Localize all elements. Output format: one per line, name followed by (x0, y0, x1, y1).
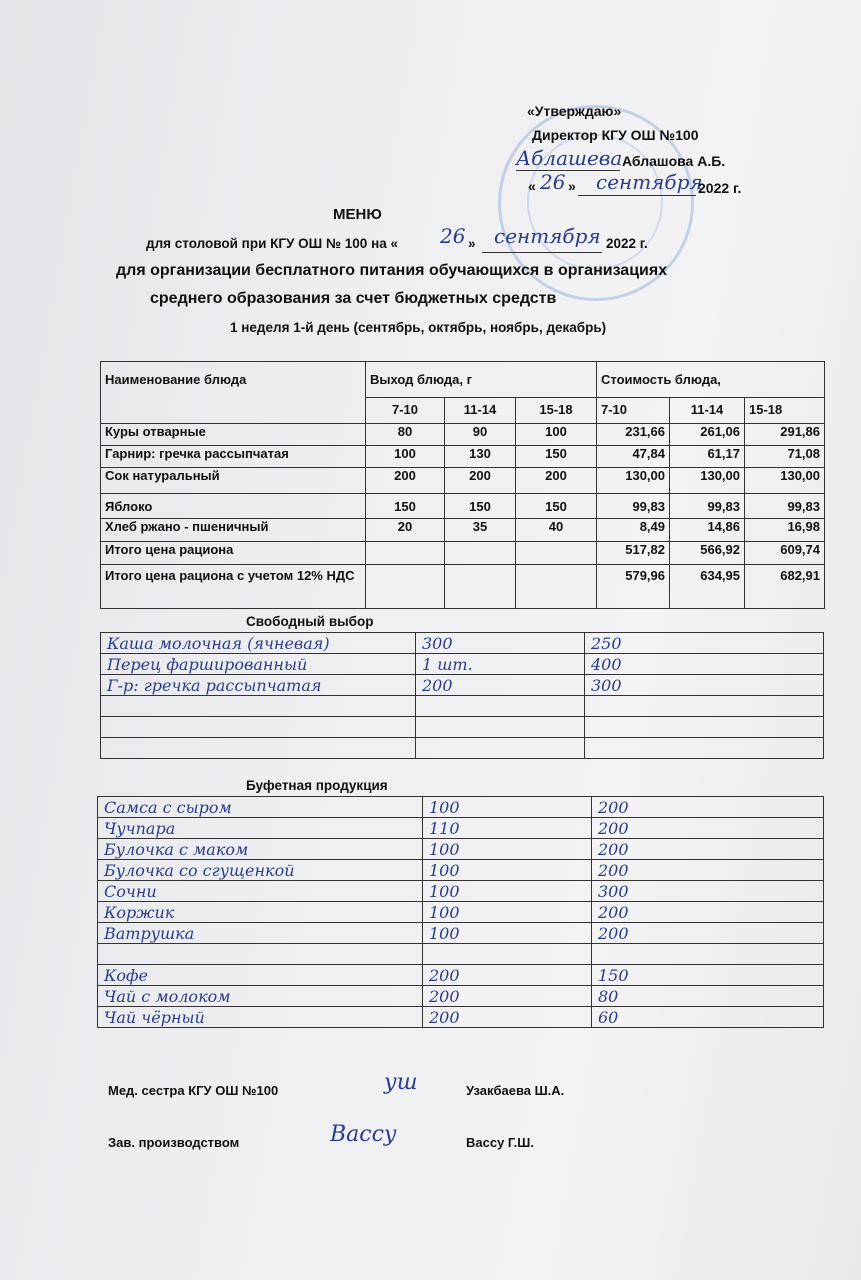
item-output: 100 (423, 797, 592, 818)
total-value: 517,82 (597, 542, 670, 565)
title-line1-day: 26 (440, 224, 466, 248)
table-header-row (101, 362, 825, 398)
item-output: 100 (423, 923, 592, 944)
production-head-signature: Вассу (330, 1122, 397, 1147)
cost-value: 16,98 (745, 519, 825, 542)
date-line (578, 195, 696, 196)
cost-value: 99,83 (745, 494, 825, 519)
director-name: Аблашова А.Б. (622, 153, 726, 169)
table-row (98, 881, 824, 902)
table-row (101, 519, 825, 542)
item-output: 100 (423, 839, 592, 860)
item-price: 60 (592, 1007, 824, 1028)
title-line1-mid: » (468, 236, 476, 251)
output-value: 130 (445, 446, 516, 468)
approval-director: Директор КГУ ОШ №100 (532, 127, 699, 143)
vat-total-value: 682,91 (745, 565, 825, 609)
item-price: 200 (592, 902, 824, 923)
table-row (98, 944, 824, 965)
total-label: Итого цена рациона (101, 542, 366, 565)
buffet-table (97, 796, 824, 1028)
item-name: Г-р: гречка рассыпчатая (101, 675, 416, 696)
item-price: 300 (592, 881, 824, 902)
item-name: Чучпара (98, 818, 423, 839)
item-price: 200 (592, 860, 824, 881)
table-row (101, 654, 824, 675)
empty-cell (366, 565, 445, 609)
free-choice-title: Свободный выбор (246, 614, 374, 629)
sub-age-11-14: 11-14 (445, 398, 516, 424)
table-row (101, 675, 824, 696)
cost-value: 99,83 (597, 494, 670, 519)
cost-value: 291,86 (745, 424, 825, 446)
cost-value: 99,83 (670, 494, 745, 519)
output-value: 35 (445, 519, 516, 542)
item-price: 200 (592, 839, 824, 860)
item-name: Самса с сыром (98, 797, 423, 818)
empty-cell (366, 542, 445, 565)
title-line3: среднего образования за счет бюджетных средств (150, 290, 557, 307)
table-row (98, 860, 824, 881)
empty-cell (516, 565, 597, 609)
approval-date-month: сентября (596, 170, 703, 194)
table-row (98, 818, 824, 839)
item-price (585, 717, 824, 738)
item-price: 80 (592, 986, 824, 1007)
table-row (98, 1007, 824, 1028)
item-price: 200 (592, 923, 824, 944)
free-choice-table (100, 632, 824, 759)
item-price: 400 (585, 654, 824, 675)
item-output: 200 (423, 986, 592, 1007)
item-output: 300 (416, 633, 585, 654)
item-output: 200 (423, 965, 592, 986)
cost-value: 71,08 (745, 446, 825, 468)
title-line2: для организации бесплатного питания обучающихся в организациях (116, 262, 668, 279)
nurse-name: Узакбаева Ш.А. (466, 1083, 565, 1098)
output-value: 100 (366, 446, 445, 468)
output-value: 20 (366, 519, 445, 542)
table-row (98, 986, 824, 1007)
vat-total-label: Итого цена рациона с учетом 12% НДС (101, 565, 366, 609)
cost-value: 261,06 (670, 424, 745, 446)
item-price: 150 (592, 965, 824, 986)
vat-total-row (101, 565, 825, 609)
item-price (585, 738, 824, 759)
nurse-title: Мед. сестра КГУ ОШ №100 (108, 1083, 279, 1098)
empty-cell (445, 565, 516, 609)
output-value: 90 (445, 424, 516, 446)
item-output: 100 (423, 860, 592, 881)
director-signature: Аблашева (516, 146, 623, 170)
item-output (423, 944, 592, 965)
output-value: 200 (366, 468, 445, 494)
sub-age-15-18: 15-18 (516, 398, 597, 424)
main-menu-table (100, 361, 825, 609)
menu-title: МЕНЮ (333, 206, 382, 223)
item-name (98, 944, 423, 965)
cost-value: 8,49 (597, 519, 670, 542)
item-price: 200 (592, 818, 824, 839)
item-name: Кофе (98, 965, 423, 986)
item-name: Чай чёрный (98, 1007, 423, 1028)
item-output: 1 шт. (416, 654, 585, 675)
table-row (101, 446, 825, 468)
item-output (416, 696, 585, 717)
dish-name: Гарнир: гречка рассыпчатая (101, 446, 366, 468)
item-output (416, 717, 585, 738)
output-value: 150 (366, 494, 445, 519)
table-row (98, 923, 824, 944)
item-name: Булочка со сгущенкой (98, 860, 423, 881)
header-dish-name: Наименование блюда (101, 362, 366, 424)
approval-date-close: » (568, 178, 576, 194)
item-name: Коржик (98, 902, 423, 923)
output-value: 40 (516, 519, 597, 542)
item-name: Булочка с маком (98, 839, 423, 860)
table-row (98, 797, 824, 818)
item-output (416, 738, 585, 759)
table-row (101, 424, 825, 446)
approval-date-year: 2022 г. (698, 180, 742, 196)
empty-cell (516, 542, 597, 565)
item-name (101, 696, 416, 717)
item-price: 300 (585, 675, 824, 696)
cost-value: 130,00 (670, 468, 745, 494)
sub-cost-15-18: 15-18 (745, 398, 825, 424)
output-value: 80 (366, 424, 445, 446)
dish-name: Сок натуральный (101, 468, 366, 494)
table-row (98, 839, 824, 860)
output-value: 150 (445, 494, 516, 519)
sub-cost-7-10: 7-10 (597, 398, 670, 424)
item-price (585, 696, 824, 717)
nurse-signature: уш (384, 1070, 418, 1095)
cost-value: 47,84 (597, 446, 670, 468)
table-row (101, 494, 825, 519)
approval-date-open: « (528, 178, 536, 194)
item-price (592, 944, 824, 965)
cost-value: 61,17 (670, 446, 745, 468)
empty-cell (445, 542, 516, 565)
approval-heading: «Утверждаю» (527, 103, 622, 119)
item-output: 100 (423, 881, 592, 902)
cost-value: 231,66 (597, 424, 670, 446)
buffet-title: Буфетная продукция (246, 778, 388, 793)
total-value: 566,92 (670, 542, 745, 565)
item-price: 200 (592, 797, 824, 818)
item-name: Сочни (98, 881, 423, 902)
table-row (98, 965, 824, 986)
output-value: 150 (516, 446, 597, 468)
item-name: Каша молочная (ячневая) (101, 633, 416, 654)
item-name: Ватрушка (98, 923, 423, 944)
dish-name: Куры отварные (101, 424, 366, 446)
title-date-line (482, 252, 602, 253)
item-output: 100 (423, 902, 592, 923)
title-line1-year: 2022 г. (606, 236, 648, 251)
table-row (98, 902, 824, 923)
output-value: 150 (516, 494, 597, 519)
title-line4: 1 неделя 1-й день (сентябрь, октябрь, ноябрь, декабрь) (230, 320, 607, 335)
cost-value: 14,86 (670, 519, 745, 542)
item-name: Перец фаршированный (101, 654, 416, 675)
table-row (101, 696, 824, 717)
header-cost: Стоимость блюда, (597, 362, 825, 398)
item-output: 200 (423, 1007, 592, 1028)
vat-total-value: 579,96 (597, 565, 670, 609)
sub-cost-11-14: 11-14 (670, 398, 745, 424)
dish-name: Хлеб ржано - пшеничный (101, 519, 366, 542)
total-value: 609,74 (745, 542, 825, 565)
dish-name: Яблоко (101, 494, 366, 519)
title-line1-prefix: для столовой при КГУ ОШ № 100 на « (146, 236, 398, 251)
cost-value: 130,00 (745, 468, 825, 494)
production-head-title: Зав. производством (108, 1135, 240, 1150)
table-row (101, 633, 824, 654)
item-name: Чай с молоком (98, 986, 423, 1007)
sub-age-7-10: 7-10 (366, 398, 445, 424)
item-price: 250 (585, 633, 824, 654)
title-line1-month: сентября (494, 224, 601, 248)
item-name (101, 717, 416, 738)
output-value: 200 (445, 468, 516, 494)
item-output: 200 (416, 675, 585, 696)
approval-date-day: 26 (540, 170, 566, 194)
header-output: Выход блюда, г (366, 362, 597, 398)
table-row (101, 738, 824, 759)
table-row (101, 717, 824, 738)
item-name (101, 738, 416, 759)
production-head-name: Вассу Г.Ш. (466, 1135, 534, 1150)
vat-total-value: 634,95 (670, 565, 745, 609)
item-output: 110 (423, 818, 592, 839)
total-row (101, 542, 825, 565)
cost-value: 130,00 (597, 468, 670, 494)
output-value: 100 (516, 424, 597, 446)
output-value: 200 (516, 468, 597, 494)
table-row (101, 468, 825, 494)
